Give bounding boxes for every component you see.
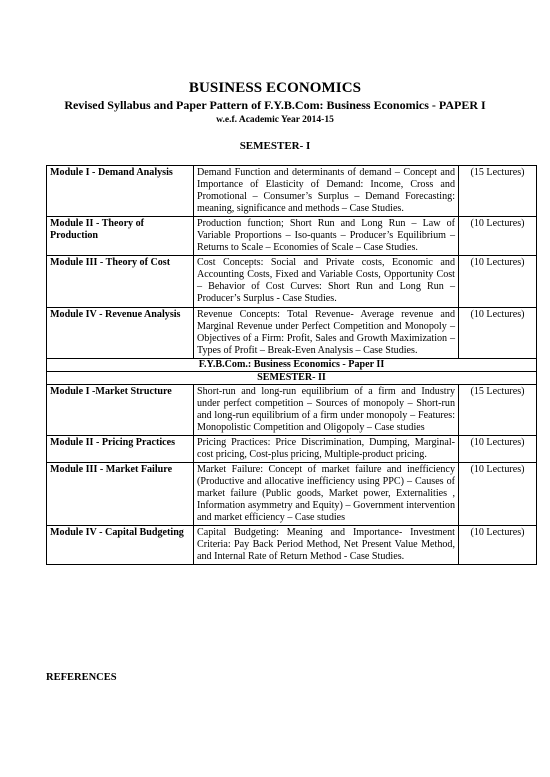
table-row [47, 256, 537, 307]
module-lectures: (10 Lectures) [459, 526, 537, 565]
module-name: Module I - Demand Analysis [47, 166, 194, 217]
table-row [47, 217, 537, 256]
semester-2-heading-row [47, 371, 537, 384]
academic-year: w.e.f. Academic Year 2014-15 [216, 115, 334, 125]
module-name: Module I -Market Structure [47, 384, 194, 435]
module-lectures: (10 Lectures) [459, 256, 537, 307]
module-content: Production function; Short Run and Long Run – Law of Variable Proportions – Iso-quants – Producer’s Equilibrium – Returns to Scale – Economies of Scale – Case Studies. [194, 217, 459, 256]
module-lectures: (10 Lectures) [459, 217, 537, 256]
module-content: Capital Budgeting: Meaning and Importance- Investment Criteria: Pay Back Period Method, Net Present Value Method, and Internal Rate of Return Method - Case Studies. [194, 526, 459, 565]
document-subtitle: Revised Syllabus and Paper Pattern of F.Y.B.Com: Business Economics - PAPER I [64, 98, 486, 112]
module-content: Cost Concepts: Social and Private costs, Economic and Accounting Costs, Fixed and Variable Costs, Opportunity Cost – Behavior of Cost Curves: Short Run and Long Run – Producer’s Surplus - Case Studies. [194, 256, 459, 307]
module-lectures: (10 Lectures) [459, 435, 537, 462]
table-row [47, 384, 537, 435]
module-content: Revenue Concepts: Total Revenue- Average revenue and Marginal Revenue under Perfect Competition and Monopoly – Objectives of a Firm: Profit, Sales and Growth Maximization – Types of Profit – Break-Even Analysis – Case Studies. [194, 307, 459, 358]
paper-2-heading-row [47, 358, 537, 371]
module-name: Module IV - Capital Budgeting [47, 526, 194, 565]
document-title: BUSINESS ECONOMICS [188, 80, 362, 96]
table-row [47, 526, 537, 565]
syllabus-table [46, 165, 537, 565]
module-lectures: (10 Lectures) [459, 463, 537, 526]
module-content: Short-run and long-run equilibrium of a firm and Industry under perfect competition – Sources of monopoly – Short-run and long-run equilibrium of a firm under monopoly – Features: Monopolistic Competition and Oligopoly – Case studies [194, 384, 459, 435]
module-content: Market Failure: Concept of market failure and inefficiency (Productive and allocative inefficiency using PPC) – Causes of market failure (Public goods, Market power, Externalities , Information asymmetry and Equity) – Government intervention and market efficiency – Case studies [194, 463, 459, 526]
semester-1-heading: SEMESTER- I [239, 140, 311, 152]
module-lectures: (15 Lectures) [459, 166, 537, 217]
semester-2-heading: SEMESTER- II [47, 371, 537, 384]
module-content: Demand Function and determinants of demand – Concept and Importance of Elasticity of Demand: Income, Cross and Promotional – Consumer’s Surplus – Demand Forecasting: meaning, significance and methods – Case Studies. [194, 166, 459, 217]
module-name: Module II - Pricing Practices [47, 435, 194, 462]
table-row [47, 463, 537, 526]
module-content: Pricing Practices: Price Discrimination, Dumping, Marginal-cost pricing, Cost-plus pricing, Multiple-product pricing. [194, 435, 459, 462]
module-lectures: (15 Lectures) [459, 384, 537, 435]
table-row [47, 435, 537, 462]
module-lectures: (10 Lectures) [459, 307, 537, 358]
module-name: Module III - Theory of Cost [47, 256, 194, 307]
references-heading: REFERENCES [46, 672, 117, 683]
table-row [47, 307, 537, 358]
paper-2-heading: F.Y.B.Com.: Business Economics - Paper II [47, 358, 537, 371]
table-row [47, 166, 537, 217]
module-name: Module III - Market Failure [47, 463, 194, 526]
module-name: Module IV - Revenue Analysis [47, 307, 194, 358]
module-name: Module II - Theory of Production [47, 217, 194, 256]
